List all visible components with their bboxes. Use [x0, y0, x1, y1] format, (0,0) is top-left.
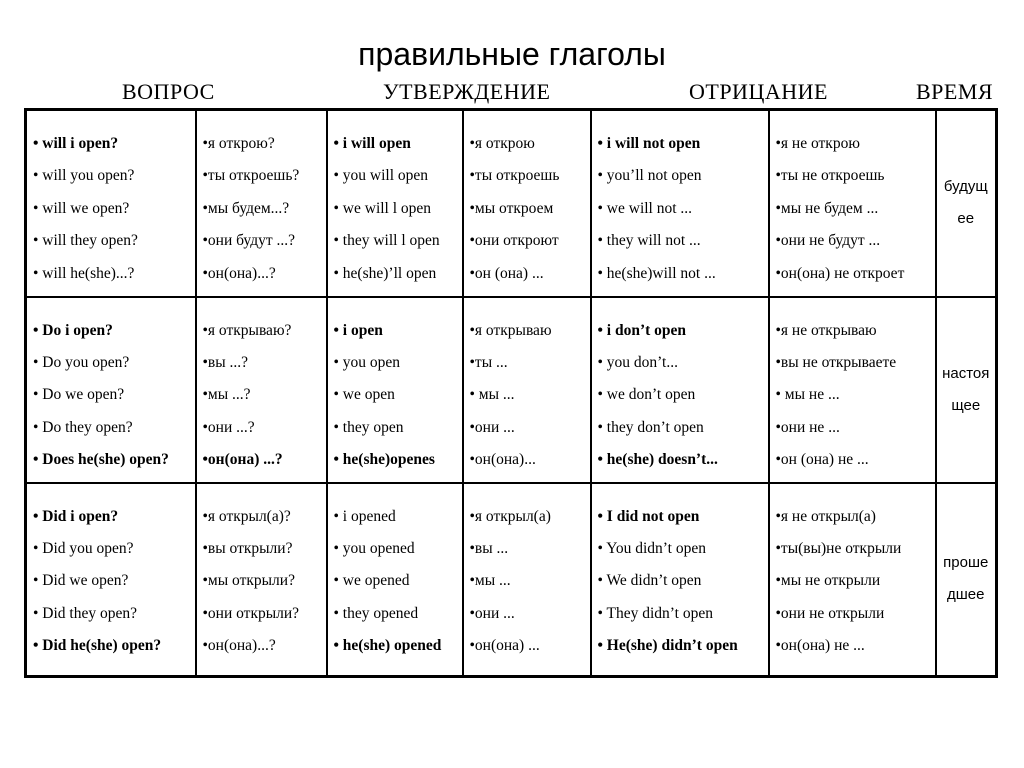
tense-label: проше: [943, 554, 989, 572]
tense-label: ее: [957, 210, 975, 228]
table-line: • will you open?: [33, 167, 135, 185]
table-line: •я открываю: [469, 321, 552, 339]
table-line: •ты не откроешь: [775, 167, 885, 185]
table-line: • i will open: [333, 135, 411, 152]
table-line: • will he(she)...?: [33, 264, 135, 282]
cell-past-tense: [936, 483, 997, 677]
table-line: •они будут ...?: [202, 232, 296, 250]
table-line: • he(she)openes: [333, 451, 435, 469]
cell-present-question-ru: [196, 297, 327, 483]
table-line: •вы не открываете: [775, 353, 897, 371]
table-line: • Did we open?: [33, 572, 129, 590]
cell-past-question-ru: [196, 483, 327, 677]
table-line: •ты ...: [469, 353, 508, 371]
header-negation: ОТРИЦАНИЕ: [689, 79, 828, 104]
table-line: •он(она)...: [469, 451, 536, 469]
table-line: • мы ...: [469, 386, 515, 404]
table-line: •мы ...?: [202, 386, 251, 404]
header-tense: ВРЕМЯ: [916, 79, 994, 104]
tense-row-present: [26, 297, 997, 483]
table-line: •я не открою: [775, 135, 860, 152]
cell-present-affirmation-en: [327, 297, 463, 483]
cell-past-negation-en: [591, 483, 769, 677]
table-line: •он(она) не ...: [775, 637, 865, 655]
table-line: •ты откроешь?: [202, 167, 300, 185]
table-line: •они ...?: [202, 418, 255, 436]
table-line: • we open: [333, 386, 395, 404]
table-line: •я открою?: [202, 135, 275, 152]
table-line: • you opened: [333, 539, 415, 557]
table-line: •он (она) не ...: [775, 451, 869, 469]
table-line: • will i open?: [33, 135, 119, 152]
header-affirmation: УТВЕРЖДЕНИЕ: [383, 79, 551, 104]
table-line: • Do i open?: [33, 321, 113, 339]
table-line: • We didn’t open: [597, 572, 702, 590]
table-line: • Did i open?: [33, 507, 119, 525]
cell-future-affirmation-ru: [463, 110, 591, 297]
header-question: ВОПРОС: [122, 79, 215, 104]
table-line: • he(she)will not ...: [597, 264, 716, 282]
table-line: •вы ...: [469, 539, 509, 557]
cell-present-negation-ru: [769, 297, 936, 483]
table-line: •вы открыли?: [202, 539, 293, 557]
cell-past-question-en: [26, 483, 196, 677]
cell-future-affirmation-en: [327, 110, 463, 297]
cell-present-question-en: [26, 297, 196, 483]
cell-past-affirmation-ru: [463, 483, 591, 677]
table-line: •он (она) ...: [469, 264, 544, 282]
table-line: • you will open: [333, 167, 429, 185]
table-line: • they don’t open: [597, 418, 704, 436]
table-line: •мы не открыли: [775, 572, 881, 590]
table-line: • he(she)’ll open: [333, 264, 437, 282]
table-line: • Do we open?: [33, 386, 125, 404]
table-line: • you open: [333, 353, 401, 371]
table-line: • they will not ...: [597, 232, 701, 250]
table-line: •я открыл(а): [469, 507, 551, 525]
table-line: • we opened: [333, 572, 410, 590]
table-line: • i open: [333, 321, 383, 339]
table-line: •они ...: [469, 418, 515, 436]
table-line: •они открыли?: [202, 604, 300, 622]
table-line: •я не открыл(а): [775, 507, 876, 525]
tense-label: дшее: [947, 586, 985, 604]
table-line: • will we open?: [33, 199, 130, 217]
table-line: • he(she) opened: [333, 637, 442, 655]
tense-label: настоя: [942, 364, 990, 382]
table-line: •я открою: [469, 135, 535, 152]
table-line: • Did you open?: [33, 539, 134, 557]
table-line: •я открыл(а)?: [202, 507, 291, 525]
table-line: •вы ...?: [202, 353, 249, 371]
table-line: •я не открываю: [775, 321, 877, 339]
table-line: • Did he(she) open?: [33, 637, 162, 655]
table-line: •они не будут ...: [775, 232, 881, 250]
table-line: •он(она)...?: [202, 264, 276, 282]
table-line: • they will l open: [333, 232, 440, 250]
cell-future-tense: [936, 110, 997, 297]
table-line: • i don’t open: [597, 321, 687, 339]
verb-conjugation-table: [24, 108, 998, 678]
table-line: • you don’t...: [597, 353, 678, 371]
table-line: •они ...: [469, 604, 515, 622]
table-line: •он(она) ...?: [202, 451, 283, 469]
table-line: • Do you open?: [33, 353, 130, 371]
cell-past-affirmation-en: [327, 483, 463, 677]
table-line: • we will not ...: [597, 199, 693, 217]
table-line: •они не ...: [775, 418, 840, 436]
cell-future-negation-ru: [769, 110, 936, 297]
table-line: • i will not open: [597, 135, 701, 152]
table-line: • They didn’t open: [597, 604, 713, 622]
table-line: • You didn’t open: [597, 539, 706, 557]
cell-present-negation-en: [591, 297, 769, 483]
cell-future-question-en: [26, 110, 196, 297]
cell-present-affirmation-ru: [463, 297, 591, 483]
table-line: • Did they open?: [33, 604, 137, 622]
tense-label: будущ: [943, 178, 988, 196]
table-line: •он(она)...?: [202, 637, 276, 655]
table-line: •они откроют: [469, 232, 559, 250]
table-line: • Do they open?: [33, 418, 133, 436]
cell-past-negation-ru: [769, 483, 936, 677]
table-line: •мы открыли?: [202, 572, 295, 590]
table-line: • we will l open: [333, 199, 432, 217]
table-line: •он(она) не откроет: [775, 264, 905, 282]
tense-row-future: [26, 110, 997, 297]
cell-future-negation-en: [591, 110, 769, 297]
table-line: •мы откроем: [469, 199, 554, 217]
table-line: •он(она) ...: [469, 637, 540, 655]
tense-label: щее: [951, 396, 981, 414]
tense-row-past: [26, 483, 997, 677]
table-line: • we don’t open: [597, 386, 696, 404]
table-line: •я открываю?: [202, 321, 292, 339]
cell-future-question-ru: [196, 110, 327, 297]
table-line: • you’ll not open: [597, 167, 702, 185]
table-line: •ты(вы)не открыли: [775, 539, 902, 557]
table-line: • I did not open: [597, 507, 700, 525]
table-line: • He(she) didn’t open: [597, 637, 738, 655]
page-title: правильные глаголы: [358, 36, 666, 72]
table-line: • i opened: [333, 507, 396, 525]
table-line: •мы ...: [469, 572, 511, 590]
cell-present-tense: [936, 297, 997, 483]
table-line: • Does he(she) open?: [33, 451, 169, 469]
table-line: •ты откроешь: [469, 167, 560, 185]
table-line: • he(she) doesn’t...: [597, 451, 718, 469]
table-line: •они не открыли: [775, 604, 885, 622]
table-line: • will they open?: [33, 232, 138, 250]
table-line: • мы не ...: [775, 386, 840, 404]
table-line: •мы будем...?: [202, 199, 290, 217]
table-line: •мы не будем ...: [775, 199, 879, 217]
table-line: • they opened: [333, 604, 419, 622]
table-line: • they open: [333, 418, 404, 436]
